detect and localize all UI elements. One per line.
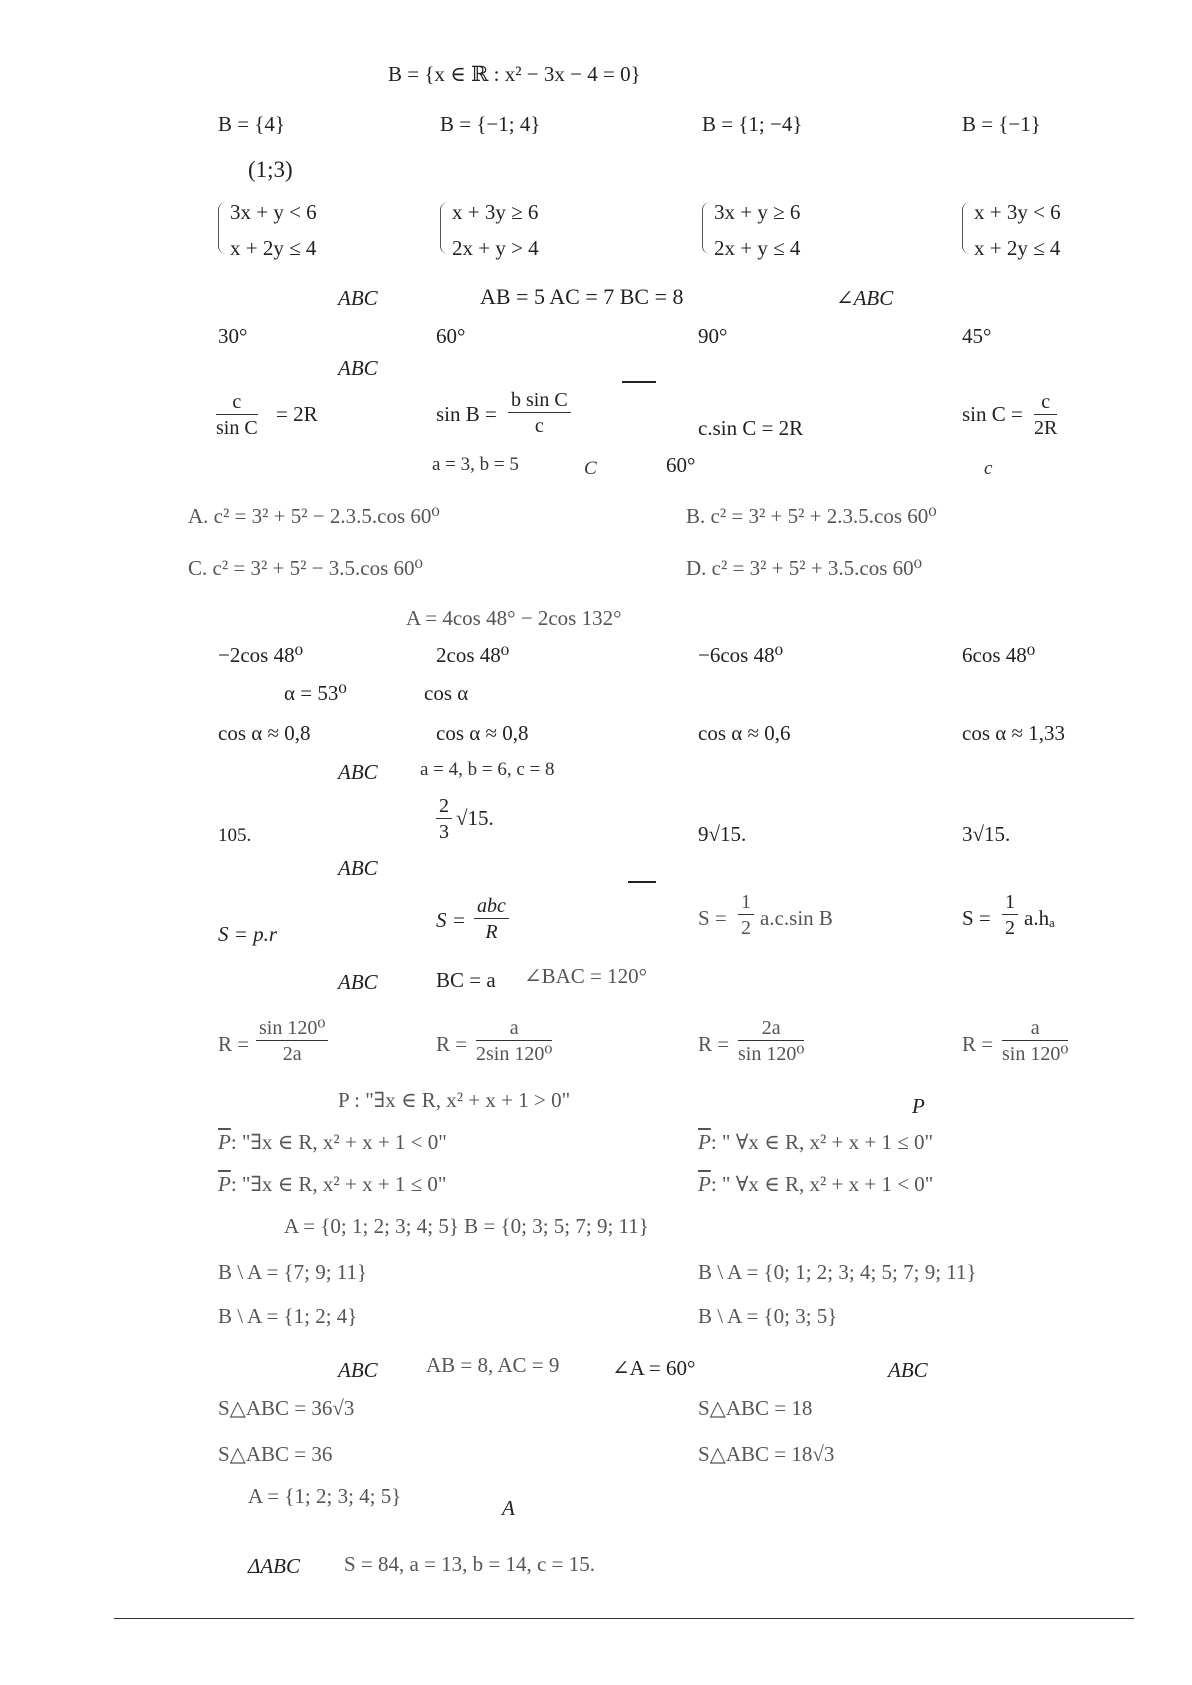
given-sides: a = 3, b = 5 [432,454,519,475]
system-row: 2x + y > 4 [452,236,539,260]
option-c: B = {1; −4} [702,112,803,136]
option-b: cos α ≈ 0,8 [436,721,529,745]
option-a: 30° [218,324,248,348]
triangle-name: ABC [338,760,378,784]
option-c-lhs: R = [698,1032,730,1056]
fraction-option-b [508,390,571,436]
system-row: 2x + y ≤ 4 [714,236,801,260]
option-b: 60° [436,324,466,348]
denominator: 2 [741,917,751,939]
option-b: B \ A = {0; 1; 2; 3; 4; 5; 7; 9; 11} [698,1260,977,1284]
system-row: x + 2y ≤ 4 [974,236,1061,260]
sets-definition: A = {0; 1; 2; 3; 4; 5} B = {0; 3; 5; 7; 9; 11} [284,1214,649,1238]
option-b-tail: √15. [456,806,494,830]
option-a-rhs: = 2R [276,402,318,426]
fraction-option-b [436,796,452,842]
given-values: S = 84, a = 13, b = 14, c = 15. [344,1552,595,1576]
denominator: 3 [439,821,449,843]
fraction-option-d [1002,892,1018,938]
option-d: S△ABC = 18√3 [698,1442,835,1466]
option-d: B = {−1} [962,112,1041,136]
expression: A = 4cos 48° − 2cos 132° [406,606,622,630]
given-sides: AB = 8, AC = 9 [426,1353,560,1377]
option-c: cos α ≈ 0,6 [698,721,791,745]
numerator: c [216,392,258,415]
proposition: P : "∃x ∈ R, x² + x + 1 > 0" [338,1088,571,1112]
denominator: R [485,921,498,943]
target-angle: ∠ABC [836,286,894,310]
option-a: −2cos 48⁰ [218,643,304,667]
set-b-definition: B = {x ∈ ℝ : x² − 3x − 4 = 0} [388,62,641,86]
side-lengths: AB = 5 AC = 7 BC = 8 [480,284,684,309]
option-a: B = {4} [218,112,286,136]
option-c: c.sin C = 2R [698,416,804,440]
point-label: (1;3) [248,157,293,182]
numerator: b sin C [508,390,571,413]
option-b: B = {−1; 4} [440,112,541,136]
option-a-body: : "∃x ∈ R, x² + x + 1 < 0" [230,1130,447,1154]
option-d-rhs: a.hₐ [1024,906,1055,930]
denominator: sin C [216,417,258,439]
numerator: 1 [738,892,754,915]
numerator: a [1002,1018,1068,1041]
triangle-name: ABC [338,1358,378,1382]
option-c: 90° [698,324,728,348]
system-row: x + 3y < 6 [974,200,1061,224]
option-b-lhs: sin B = [436,402,497,426]
option-a: S = p.r [218,922,278,946]
option-b-body: : " ∀x ∈ R, x² + x + 1 ≤ 0" [710,1130,934,1154]
option-d: 3√15. [962,822,1011,846]
option-a-lhs: R = [218,1032,250,1056]
fraction-option-c [738,1018,804,1064]
option-a: cos α ≈ 0,8 [218,721,311,745]
option-c: S△ABC = 36 [218,1442,333,1466]
option-d: 6cos 48⁰ [962,643,1036,667]
numerator: 2 [436,796,452,819]
fraction-option-b [476,1018,552,1064]
fraction-option-d [1034,392,1057,438]
option-c: B \ A = {1; 2; 4} [218,1304,358,1328]
fraction-option-a [216,392,258,438]
denominator: c [534,415,544,437]
option-c: −6cos 48⁰ [698,643,784,667]
fraction-option-c [738,892,754,938]
triangle-name-2: ABC [888,1358,928,1382]
option-d: B \ A = {0; 3; 5} [698,1304,838,1328]
option-c: C. c² = 3² + 5² − 3.5.cos 60⁰ [188,556,423,580]
option-d-lhs: sin C = [962,402,1023,426]
system-row: 3x + y ≥ 6 [714,200,801,224]
option-c-rhs: a.c.sin B [760,906,833,930]
option-d: D. c² = 3² + 5² + 3.5.cos 60⁰ [686,556,923,580]
option-b: 2cos 48⁰ [436,643,510,667]
denominator: sin 120⁰ [738,1043,805,1065]
numerator: a [476,1018,552,1041]
option-d: 45° [962,324,992,348]
triangle-name: ABC [338,356,378,380]
numerator: 2a [738,1018,804,1041]
footer-rule [114,1618,1134,1619]
option-d: cos α ≈ 1,33 [962,721,1066,745]
denominator: sin 120⁰ [1002,1043,1069,1065]
option-c-body: : "∃x ∈ R, x² + x + 1 ≤ 0" [230,1172,447,1196]
option-d-lhs: R = [962,1032,994,1056]
option-a: $\overline{P}$: "∃x ∈ R, x² + x + 1 < 0" [218,1130,447,1154]
blank-dash [622,381,656,383]
option-d-body: : " ∀x ∈ R, x² + x + 1 < 0" [710,1172,934,1196]
numerator: abc [474,896,509,919]
given-angle: ∠A = 60° [612,1356,696,1380]
blank-dash [628,881,656,883]
fraction-option-b [474,896,509,942]
denominator: 2sin 120⁰ [476,1043,553,1065]
system-row: x + 3y ≥ 6 [452,200,539,224]
given-sides: a = 4, b = 6, c = 8 [420,759,555,780]
numerator: sin 120⁰ [256,1018,328,1041]
triangle-name: ABC [338,856,378,880]
option-b: S△ABC = 18 [698,1396,813,1420]
given-side: BC = a [436,968,496,992]
triangle-name: ABC [338,970,378,994]
fraction-option-a [256,1018,328,1064]
angle-value: 60° [666,453,696,477]
option-d-lhs: S = [962,906,991,930]
triangle-name: ΔABC [248,1554,300,1578]
denominator: 2 [1005,917,1015,939]
set-a-definition: A = {1; 2; 3; 4; 5} [248,1484,402,1508]
option-a: S△ABC = 36√3 [218,1396,355,1420]
option-c: 9√15. [698,822,747,846]
target-proposition: P [912,1094,925,1118]
system-row: 3x + y < 6 [230,200,317,224]
option-b: $\overline{P}$: " ∀x ∈ R, x² + x + 1 ≤ 0" [698,1130,934,1154]
numerator: c [1034,392,1057,415]
option-b-lhs: S = [436,908,466,932]
option-c: $\overline{P}$: "∃x ∈ R, x² + x + 1 ≤ 0" [218,1172,447,1196]
option-a: A. c² = 3² + 5² − 2.3.5.cos 60⁰ [188,504,440,528]
triangle-name: ABC [338,286,378,310]
given-angle: ∠BAC = 120° [524,964,648,988]
option-a: 105. [218,825,252,846]
target-set: A [502,1496,515,1520]
given-angle: α = 53⁰ [284,681,347,705]
numerator: 1 [1002,892,1018,915]
option-b: B. c² = 3² + 5² + 2.3.5.cos 60⁰ [686,504,937,528]
denominator: 2R [1034,417,1058,439]
fraction-option-d [1002,1018,1068,1064]
option-a: B \ A = {7; 9; 11} [218,1260,368,1284]
option-d: $\overline{P}$: " ∀x ∈ R, x² + x + 1 < 0" [698,1172,934,1196]
option-c-lhs: S = [698,906,727,930]
denominator: 2a [282,1043,302,1065]
target-side: c [984,458,993,479]
option-b-lhs: R = [436,1032,468,1056]
target-cos: cos α [424,681,469,705]
system-row: x + 2y ≤ 4 [230,236,317,260]
angle-name: C [584,458,597,479]
